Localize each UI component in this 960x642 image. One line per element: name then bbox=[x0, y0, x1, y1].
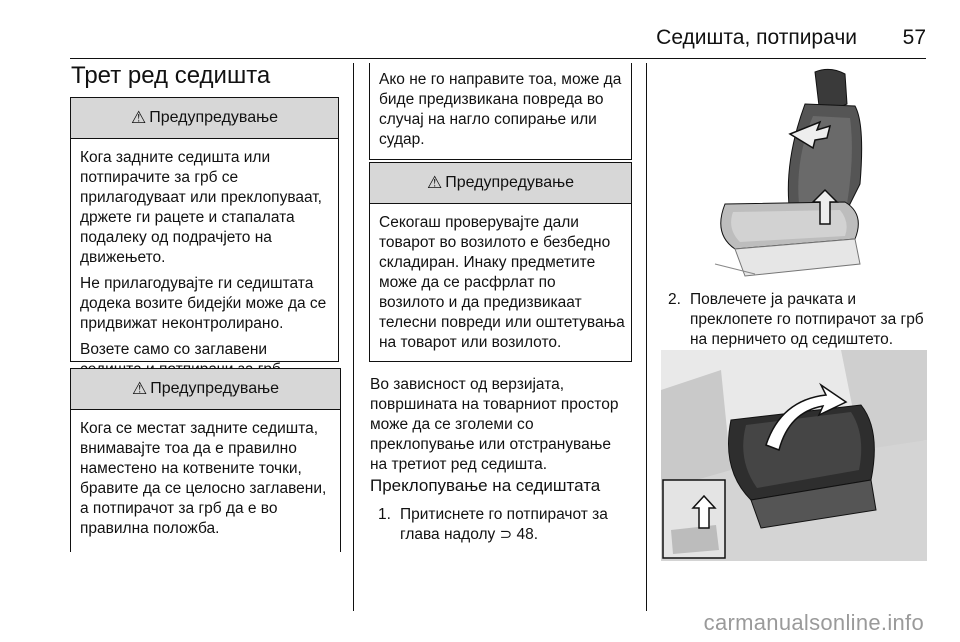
warning-header bbox=[71, 98, 338, 139]
warning-heading: Предупредување bbox=[445, 174, 575, 191]
warning-heading: Предупредување bbox=[150, 380, 280, 397]
warning-body bbox=[370, 204, 631, 361]
warning-heading: Предупредување bbox=[149, 109, 279, 126]
column-divider-2 bbox=[646, 63, 647, 611]
warning-paragraph: Не прилагодувајте ги седиштата додека возите бидејќи може да се придвижат неконтролирано. bbox=[80, 275, 327, 332]
step-2 bbox=[668, 290, 933, 350]
step-number: 2. bbox=[668, 291, 681, 308]
page-number: 57 bbox=[902, 26, 926, 49]
warning-paragraph: Кога се местат задните седишта, внимавајте тоа да е правилно наместено на котвените точки, бравите да се целосно заглавени, а потпирачот за грб да е во правилна положба. bbox=[80, 420, 327, 537]
step-1 bbox=[378, 505, 630, 545]
warning-body bbox=[71, 410, 340, 547]
step-text: Притиснете го потпирачот за глава надолу bbox=[400, 506, 608, 543]
warning-triangle-icon: ⚠ bbox=[130, 108, 147, 127]
warning-box-2 bbox=[70, 368, 341, 552]
warning-paragraph: Возете само со заглавени bbox=[80, 341, 268, 358]
column-divider-1 bbox=[353, 63, 354, 611]
warning-body bbox=[71, 139, 338, 388]
page-header-title: Седишта, потпирачи bbox=[656, 26, 857, 49]
warning-triangle-icon: ⚠ bbox=[131, 379, 148, 398]
warning-triangle-icon: ⚠ bbox=[426, 173, 443, 192]
step-number: 1. bbox=[378, 506, 391, 523]
warning-header bbox=[71, 369, 340, 410]
section-title: Трет ред седишта bbox=[71, 62, 271, 89]
seat-illustration-2 bbox=[661, 350, 927, 561]
seat-illustration-1 bbox=[695, 64, 880, 280]
watermark: carmanualsonline.info bbox=[703, 610, 924, 635]
step-reference[interactable]: 48. bbox=[516, 526, 539, 543]
warning-paragraph: Секогаш проверувајте дали товарот во возилото е безбедно складиран. Инаку предметите може да се расфрлат по возилото и да предизвикаат телесни повреди или оштетувања на товарот или возилото. bbox=[379, 214, 625, 351]
warning-box-1 bbox=[70, 97, 339, 362]
page-reference-icon: ⊃ bbox=[499, 526, 513, 543]
step-text: Повлечете ја рачката и преклопете го потпирачот за грб на перничето од седиштето. bbox=[690, 291, 924, 348]
intro-paragraph: Во зависност од верзијата, површината на товарниот простор може да се зголеми со преклопување или отстранување на третиот ред седишта. bbox=[370, 376, 619, 473]
header-rule bbox=[70, 58, 926, 59]
warning-continued-text: Ако не го направите тоа, може да биде предизвикана повреда во случај на нагло сопирање или судар. bbox=[379, 71, 622, 148]
warning-header bbox=[370, 163, 631, 204]
subsection-title: Преклопување на седиштата bbox=[370, 476, 601, 495]
warning-continued-box bbox=[369, 63, 632, 160]
warning-box-3 bbox=[369, 162, 632, 362]
warning-paragraph: Кога задните седишта или потпирачите за грб се прилагодуваат или преклопуваат, држете ги рацете и стапалата подалеку од подрачјето на движењето. bbox=[80, 149, 322, 266]
